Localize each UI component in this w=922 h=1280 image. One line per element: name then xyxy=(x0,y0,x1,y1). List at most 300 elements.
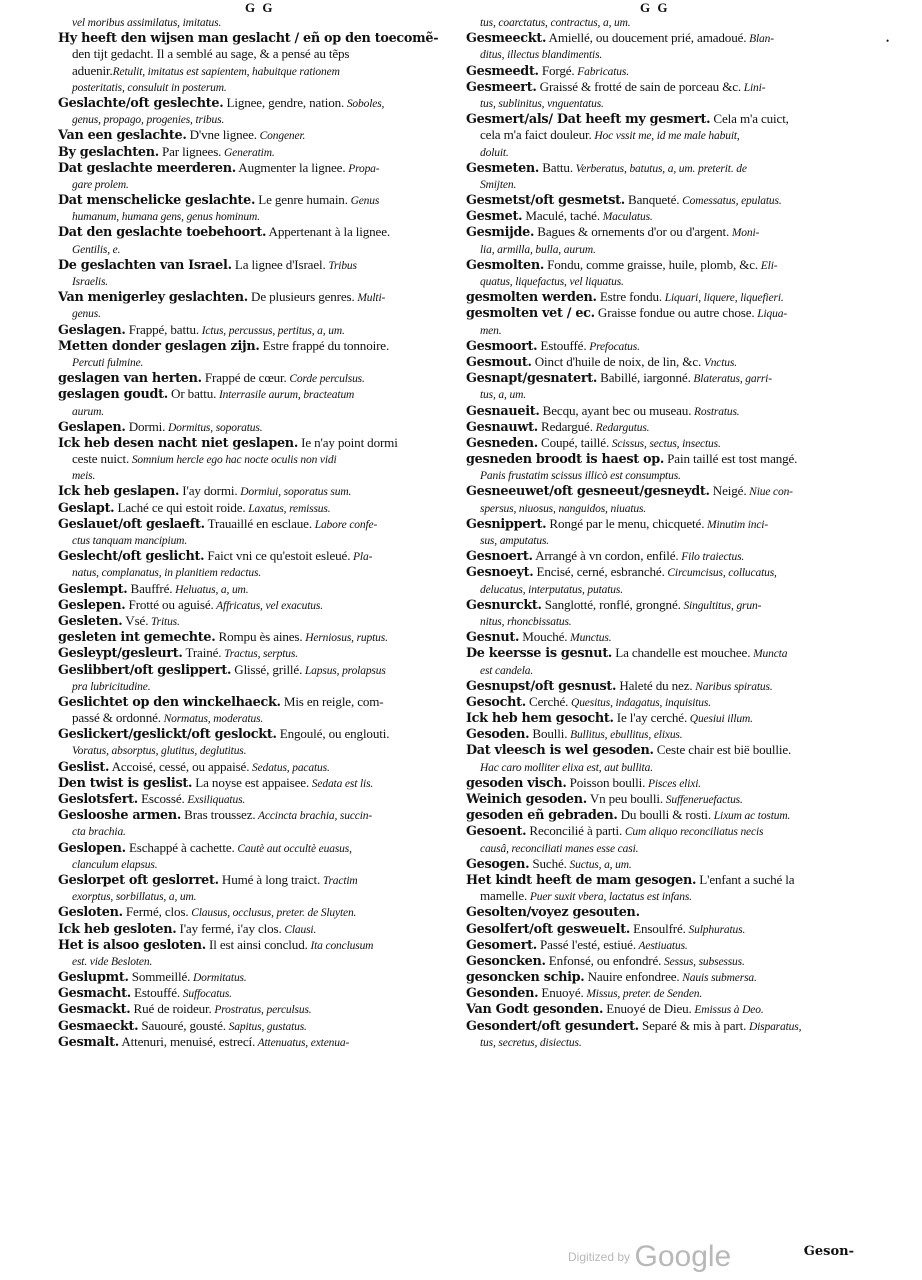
latin-gloss: doluit. xyxy=(480,146,509,159)
headword: Weinich gesoden. xyxy=(466,792,587,807)
headword: Gesnippert. xyxy=(466,516,547,532)
latin-gloss: Interrasile aurum, bracteatum xyxy=(216,389,355,402)
headword: Het kindt heeft de mam gesogen. xyxy=(466,872,697,888)
headword: Geslopen. xyxy=(58,840,126,856)
entry-line xyxy=(466,467,852,483)
latin-gloss: est candela. xyxy=(480,664,534,677)
right-column xyxy=(466,14,852,1050)
entry-line xyxy=(58,516,450,532)
entry-line xyxy=(58,662,450,678)
french-gloss: Trainé. xyxy=(182,645,222,661)
latin-gloss: Lapsus, prolapsus xyxy=(302,664,386,677)
entry-line xyxy=(466,726,852,742)
french-gloss: Estre fondu. xyxy=(596,289,663,305)
french-gloss: Passé l'esté, estiué. xyxy=(536,936,636,952)
latin-gloss: aurum. xyxy=(72,405,105,418)
entry-line xyxy=(58,856,450,872)
entry-line xyxy=(466,581,852,597)
entry-line xyxy=(58,79,450,95)
french-gloss: Mouché. xyxy=(519,629,568,645)
latin-gloss: Laxatus, remissus. xyxy=(245,502,331,515)
entry-line xyxy=(58,273,450,289)
latin-gloss: Comessatus, epulatus. xyxy=(679,195,782,208)
latin-gloss: genus, propago, progenies, tribus. xyxy=(72,114,225,127)
latin-gloss: men. xyxy=(480,324,502,337)
headword: Geslotsfert. xyxy=(58,792,138,807)
latin-gloss: Suffeneruefactus. xyxy=(663,794,743,806)
french-gloss: Vsé. xyxy=(122,612,149,628)
entry-line xyxy=(466,176,852,192)
headword: gesoncken schip. xyxy=(466,970,585,986)
french-gloss: Dormi. xyxy=(125,418,166,434)
latin-gloss: exorptus, sorbillatus, a, um. xyxy=(72,891,197,904)
latin-gloss: Congener. xyxy=(256,130,306,143)
french-gloss: den tijt gedacht. Il a semblé au sage, & a pensé au tẽps xyxy=(72,46,350,62)
latin-gloss: humanum, humana gens, genus hominum. xyxy=(72,211,260,224)
latin-gloss: est. vide Besloten. xyxy=(72,955,153,968)
french-gloss: Ie l'ay cerché. xyxy=(613,710,688,726)
entry-line xyxy=(58,645,450,661)
headword: Gesmalt. xyxy=(58,1034,119,1050)
headword: Geslupmt. xyxy=(58,970,129,986)
entry-line xyxy=(466,613,852,629)
latin-gloss: Liqua- xyxy=(754,308,788,321)
entry-line xyxy=(466,30,852,46)
entry-line xyxy=(466,856,852,872)
headword: Geslapt. xyxy=(58,500,115,516)
running-head-left: G G xyxy=(245,0,275,15)
latin-gloss: Vnctus. xyxy=(701,356,737,369)
french-gloss: Encisé, cerné, esbranché. xyxy=(533,564,665,580)
latin-gloss: Tractim xyxy=(320,874,358,887)
entry-line xyxy=(466,46,852,62)
latin-gloss: Percuti fulmine. xyxy=(72,356,144,369)
latin-gloss: Prefocatus. xyxy=(586,340,640,353)
latin-gloss: nitus, rhoncbissatus. xyxy=(480,615,572,628)
entry-line xyxy=(466,759,852,775)
latin-gloss: Disparatus, xyxy=(746,1020,802,1033)
google-logo: Google xyxy=(634,1240,732,1273)
entry-line xyxy=(58,710,450,726)
entry-line xyxy=(466,322,852,338)
headword: Gesmeert. xyxy=(466,79,537,95)
french-gloss: Bauffré. xyxy=(127,580,173,596)
french-gloss: Enuoyé. xyxy=(538,985,584,1001)
french-gloss: Sanglotté, ronflé, grongné. xyxy=(541,596,681,612)
french-gloss: Separé & mis à part. xyxy=(638,1017,747,1033)
entry-line xyxy=(466,791,852,807)
latin-gloss: Cum aliquo reconciliatus necis xyxy=(622,826,764,839)
french-gloss: Or battu. xyxy=(167,386,217,402)
entry-line xyxy=(58,969,450,985)
latin-gloss: Dormiui, soporatus sum. xyxy=(237,486,352,499)
headword: Gesoncken. xyxy=(466,953,546,969)
french-gloss: cela m'a faict douleur. xyxy=(480,127,592,143)
headword: Het is alsoo gesloten. xyxy=(58,937,206,953)
headword: Gesneden. xyxy=(466,435,538,451)
latin-gloss: Scissus, sectus, insectus. xyxy=(609,437,721,450)
latin-gloss: Herniosus, ruptus. xyxy=(302,632,388,645)
entry-line xyxy=(466,127,852,143)
latin-gloss: posteritatis, consuluit in posterum. xyxy=(72,81,227,94)
headword: By geslachten. xyxy=(58,144,159,160)
latin-gloss: tus, secretus, disiectus. xyxy=(480,1036,582,1049)
entry-line xyxy=(466,386,852,402)
french-gloss: Reconcilié à parti. xyxy=(526,823,623,839)
headword: Ick heb gesloten. xyxy=(58,921,177,937)
headword: Gesmeedt. xyxy=(466,63,539,79)
latin-gloss: Nauis submersa. xyxy=(679,972,757,985)
entry-line xyxy=(466,208,852,224)
french-gloss: D'vne lignee. xyxy=(186,127,257,143)
french-gloss: Coupé, taillé. xyxy=(537,434,610,450)
headword: Dat den geslachte toebehoort. xyxy=(58,225,267,241)
entry-line xyxy=(466,1018,852,1034)
entry-line xyxy=(58,403,450,419)
latin-gloss: natus, complanatus, in planitiem redactus. xyxy=(72,567,262,580)
entry-line xyxy=(58,14,450,30)
latin-gloss: Emissus à Deo. xyxy=(691,1004,764,1017)
latin-gloss: Ictus, percussus, pertitus, a, um. xyxy=(198,324,345,337)
entry-line xyxy=(466,969,852,985)
digitized-by-label: Digitized by xyxy=(568,1250,631,1264)
french-gloss: Estouffé. xyxy=(537,337,587,353)
french-gloss: I'ay fermé, i'ay clos. xyxy=(176,920,282,936)
french-gloss: Rongé par le menu, chicqueté. xyxy=(546,515,705,531)
french-gloss: Sauouré, gousté. xyxy=(138,1017,226,1033)
entry-line xyxy=(58,451,450,467)
entry-line xyxy=(466,872,852,888)
headword: Den twist is geslist. xyxy=(58,775,193,791)
french-gloss: Humé à long traict. xyxy=(218,871,321,887)
latin-gloss: gare prolem. xyxy=(72,178,129,191)
french-gloss: Arrangé à vn cordon, enfilé. xyxy=(532,548,679,564)
french-gloss: Eschappé à cachette. xyxy=(125,839,235,855)
french-gloss: Engoulé, ou englouti. xyxy=(276,726,390,742)
margin-mark: • xyxy=(886,36,890,46)
latin-gloss: Tractus, serptus. xyxy=(221,648,298,661)
entry-line xyxy=(466,840,852,856)
entry-line xyxy=(466,564,852,580)
entry-line xyxy=(466,645,852,661)
headword: gesoden eñ gebraden. xyxy=(466,808,618,824)
french-gloss: Estouffé. xyxy=(130,985,181,1001)
latin-gloss: Smijten. xyxy=(480,178,517,191)
latin-gloss: Israelis. xyxy=(72,276,109,288)
latin-gloss: Dormitatus. xyxy=(190,972,247,985)
latin-gloss: Circumcisus, collucatus, xyxy=(664,567,777,580)
latin-gloss: Accincta brachia, succin- xyxy=(255,810,373,823)
french-gloss: Neigé. xyxy=(709,483,747,499)
headword: Geslempt. xyxy=(58,581,128,597)
latin-gloss: Affricatus, vel exacutus. xyxy=(213,599,323,612)
latin-gloss: tus, a, um. xyxy=(480,389,526,402)
entry-line xyxy=(466,516,852,532)
french-gloss: Oinct d'huile de noix, de lin, &c. xyxy=(531,353,702,369)
entry-line xyxy=(58,775,450,791)
french-gloss: Fermé, clos. xyxy=(122,904,189,920)
entry-line xyxy=(58,354,450,370)
latin-gloss: Sessus, subsessus. xyxy=(661,955,745,968)
french-gloss: ceste nuict. xyxy=(72,451,130,467)
headword: Gesmacht. xyxy=(58,986,131,1002)
french-gloss: Enfonsé, ou enfondré. xyxy=(545,952,662,968)
headword: Dat geslachte meerderen. xyxy=(58,160,236,176)
entry-line xyxy=(466,985,852,1001)
entry-line xyxy=(466,14,852,30)
french-gloss: Vn peu boulli. xyxy=(586,791,664,806)
entry-line xyxy=(58,548,450,564)
entry-line xyxy=(466,548,852,564)
latin-gloss: quatus, liquefactus, vel liquatus. xyxy=(480,276,624,288)
headword: Gesnoert. xyxy=(466,549,533,565)
headword: Geslapen. xyxy=(58,419,126,435)
entry-line xyxy=(58,888,450,904)
french-gloss: I'ay dormi. xyxy=(179,483,238,499)
entry-line xyxy=(58,823,450,839)
latin-gloss: Munctus. xyxy=(567,632,612,645)
entry-line xyxy=(466,775,852,791)
latin-gloss: spersus, niuosus, nanguidos, niuatus. xyxy=(480,502,647,515)
french-gloss: Escossé. xyxy=(137,791,185,806)
latin-gloss: Multi- xyxy=(354,292,386,305)
french-gloss: Du boulli & rosti. xyxy=(617,807,712,823)
entry-line xyxy=(58,629,450,645)
latin-gloss: Dormitus, soporatus. xyxy=(165,421,263,434)
entry-line xyxy=(58,483,450,499)
headword: Ick heb desen nacht niet geslapen. xyxy=(58,435,298,451)
headword: gesoden visch. xyxy=(466,775,567,791)
latin-gloss: Labore confe- xyxy=(311,518,378,531)
latin-gloss: Retulit, imitatus est sapientem, habuitque rationem xyxy=(112,65,340,78)
headword: Gesmoort. xyxy=(466,338,538,354)
entry-line xyxy=(466,192,852,208)
latin-gloss: Fabricatus. xyxy=(574,65,629,78)
entry-line xyxy=(58,597,450,613)
latin-gloss: Normatus, moderatus. xyxy=(160,713,264,726)
entry-line xyxy=(466,370,852,386)
headword: Gesondert/oft gesundert. xyxy=(466,1018,639,1034)
headword: Gesloten. xyxy=(58,905,123,921)
running-head-right: G G xyxy=(640,0,670,15)
french-gloss: Redargué. xyxy=(537,418,593,434)
entry-line xyxy=(58,937,450,953)
entry-line xyxy=(466,694,852,710)
french-gloss: Lignee, gendre, nation. xyxy=(223,94,345,110)
entry-line xyxy=(58,160,450,176)
entry-line xyxy=(58,144,450,160)
entry-line xyxy=(466,289,852,305)
headword: Gesleypt/gesleurt. xyxy=(58,646,183,662)
entry-line xyxy=(466,807,852,823)
headword: Gesnapt/gesnatert. xyxy=(466,371,598,387)
latin-gloss: Tritus. xyxy=(148,615,180,628)
headword: Gesoden. xyxy=(466,727,530,743)
entry-line xyxy=(466,160,852,176)
latin-gloss: Heluatus, a, um. xyxy=(172,583,249,596)
latin-gloss: Niue con- xyxy=(746,486,793,499)
headword: Geslecht/oft geslicht. xyxy=(58,549,205,565)
latin-gloss: Sapitus, gustatus. xyxy=(225,1020,307,1033)
entry-line xyxy=(58,921,450,937)
headword: Ick heb geslapen. xyxy=(58,484,180,500)
entry-line xyxy=(58,386,450,402)
headword: Gesleten. xyxy=(58,613,123,629)
french-gloss: Augmenter la lignee. xyxy=(235,159,346,175)
french-gloss: Battu. xyxy=(539,159,573,175)
entry-line xyxy=(58,500,450,516)
headword: Gesmolten. xyxy=(466,257,545,273)
french-gloss: Becqu, ayant bec ou museau. xyxy=(539,402,692,418)
french-gloss: De plusieurs genres. xyxy=(247,289,355,305)
entry-line xyxy=(466,662,852,678)
latin-gloss: delucatus, interputatus, putatus. xyxy=(480,583,623,596)
headword: geslagen goudt. xyxy=(58,387,168,403)
entry-line xyxy=(466,1001,852,1017)
latin-gloss: vel moribus assimilatus, imitatus. xyxy=(72,17,222,29)
french-gloss: Le genre humain. xyxy=(255,192,348,208)
headword: Geslooshe armen. xyxy=(58,808,181,824)
latin-gloss: lia, armilla, bulla, aurum. xyxy=(480,243,596,256)
entry-line xyxy=(58,241,450,257)
latin-gloss: Generatim. xyxy=(221,146,275,159)
entry-line xyxy=(466,823,852,839)
entry-line xyxy=(466,354,852,370)
entry-line xyxy=(466,629,852,645)
headword: Gesocht. xyxy=(466,694,526,710)
latin-gloss: clanculum elapsus. xyxy=(72,858,158,871)
headword: gesmolten vet / ec. xyxy=(466,306,595,322)
headword: Gesmout. xyxy=(466,354,532,370)
french-gloss: Estre frappé du tonnoire. xyxy=(259,337,390,353)
latin-gloss: cta brachia. xyxy=(72,826,126,839)
headword: Geslagen. xyxy=(58,322,126,338)
french-gloss: Rué de roideur. xyxy=(130,1001,212,1017)
latin-gloss: Propa- xyxy=(345,162,380,175)
entry-line xyxy=(58,257,450,273)
entry-line xyxy=(58,985,450,1001)
entry-line xyxy=(466,419,852,435)
latin-gloss: Naribus spiratus. xyxy=(692,680,773,693)
headword: Geslepen. xyxy=(58,597,126,613)
french-gloss: Sommeillé. xyxy=(128,969,191,985)
headword: Geslibbert/oft geslippert. xyxy=(58,662,232,678)
headword: Gesnupst/oft gesnust. xyxy=(466,678,617,694)
latin-gloss: ctus tanquam mancipium. xyxy=(72,535,188,547)
french-gloss: La noyse est appaisee. xyxy=(192,774,310,790)
latin-gloss: Verberatus, batutus, a, um. preterit. de xyxy=(572,162,747,175)
french-gloss: Faict vni ce qu'estoit esleué. xyxy=(204,548,351,564)
entry-line xyxy=(58,1001,450,1017)
headword: Gesomert. xyxy=(466,937,537,953)
entry-line xyxy=(58,305,450,321)
entry-line xyxy=(58,111,450,127)
headword: Van menigerley geslachten. xyxy=(58,290,248,306)
headword: Gesnurckt. xyxy=(466,597,542,613)
headword: gesleten int gemechte. xyxy=(58,630,216,646)
latin-gloss: genus. xyxy=(72,308,101,321)
entry-line xyxy=(466,483,852,499)
entry-line xyxy=(58,224,450,240)
latin-gloss: Hoc vssit me, id me male habuit, xyxy=(591,130,740,143)
entry-line xyxy=(58,564,450,580)
entry-line xyxy=(466,1034,852,1050)
headword: Geslichtet op den winckelhaeck. xyxy=(58,694,281,710)
french-gloss: Ensoulfré. xyxy=(629,920,686,936)
entry-line xyxy=(58,726,450,742)
headword: Gesmetst/oft gesmetst. xyxy=(466,193,625,209)
latin-gloss: pra lubricitudine. xyxy=(72,680,151,693)
headword: Geslauet/oft geslaeft. xyxy=(58,516,205,532)
french-gloss: Bagues & ornements d'or ou d'argent. xyxy=(534,224,730,240)
french-gloss: Graissé & frotté de sain de porceau &c. xyxy=(536,78,742,94)
latin-gloss: sus, amputatus. xyxy=(480,535,549,547)
entry-line xyxy=(58,289,450,305)
entry-line xyxy=(58,759,450,775)
french-gloss: La lignee d'Israel. xyxy=(231,256,326,272)
french-gloss: Cela m'a cuict, xyxy=(710,111,789,127)
entry-line xyxy=(58,904,450,920)
latin-gloss: Pisces elixi. xyxy=(645,777,701,790)
french-gloss: Poisson boulli. xyxy=(566,774,646,790)
entry-line xyxy=(466,710,852,726)
french-gloss: L'enfant a suché la xyxy=(696,871,795,887)
left-column xyxy=(58,14,450,1050)
french-gloss: Ceste chair est bië boullie. xyxy=(653,742,792,758)
headword: Geslorpet oft geslorret. xyxy=(58,872,219,888)
entry-line xyxy=(466,937,852,953)
entry-line xyxy=(466,111,852,127)
french-gloss: Glissé, grillé. xyxy=(231,661,303,677)
entry-line xyxy=(58,322,450,338)
latin-gloss: Muncta xyxy=(750,648,788,661)
entry-line xyxy=(58,953,450,969)
headword: Gesolfert/oft gesweuelt. xyxy=(466,921,630,937)
headword: Gesmeten. xyxy=(466,160,540,176)
latin-gloss: Clausus, occlusus, preter. de Sluyten. xyxy=(188,907,357,920)
entry-line xyxy=(466,273,852,289)
headword: Gesmet. xyxy=(466,209,523,225)
latin-gloss: Lixum ac tostum. xyxy=(711,810,791,823)
latin-gloss: meis. xyxy=(72,470,96,483)
latin-gloss: tus, coarctatus, contractus, a, um. xyxy=(480,17,631,29)
entry-line xyxy=(58,742,450,758)
french-gloss: Suché. xyxy=(529,855,567,871)
latin-gloss: Gentilis, e. xyxy=(72,243,121,256)
latin-gloss: Prostratus, perculsus. xyxy=(211,1004,312,1017)
french-gloss: Ie n'ay point dormi xyxy=(297,434,398,450)
french-gloss: passé & ordonné. xyxy=(72,710,161,726)
entry-line xyxy=(466,742,852,758)
headword: Gesogen. xyxy=(466,856,530,872)
entry-line xyxy=(58,127,450,143)
latin-gloss: Cautè aut occultè euasus, xyxy=(234,842,352,855)
latin-gloss: Sedata est lis. xyxy=(309,777,374,790)
headword: Gesmert/als/ Dat heeft my gesmert. xyxy=(466,112,711,128)
latin-gloss: Somnium hercle ego hac nocte oculis non vidi xyxy=(129,454,337,467)
latin-gloss: Redargutus. xyxy=(592,421,650,434)
entry-line xyxy=(58,791,450,807)
headword: Ick heb hem gesocht. xyxy=(466,711,614,727)
entry-line xyxy=(466,435,852,451)
headword: Van Godt gesonden. xyxy=(466,1002,604,1018)
french-gloss: Enuoyé de Dieu. xyxy=(603,1001,692,1017)
entry-line xyxy=(58,872,450,888)
latin-gloss: Exsiliquatus. xyxy=(184,794,246,806)
entry-line xyxy=(466,500,852,516)
latin-gloss: Quesitus, indagatus, inquisitus. xyxy=(568,696,711,709)
entry-line xyxy=(58,532,450,548)
